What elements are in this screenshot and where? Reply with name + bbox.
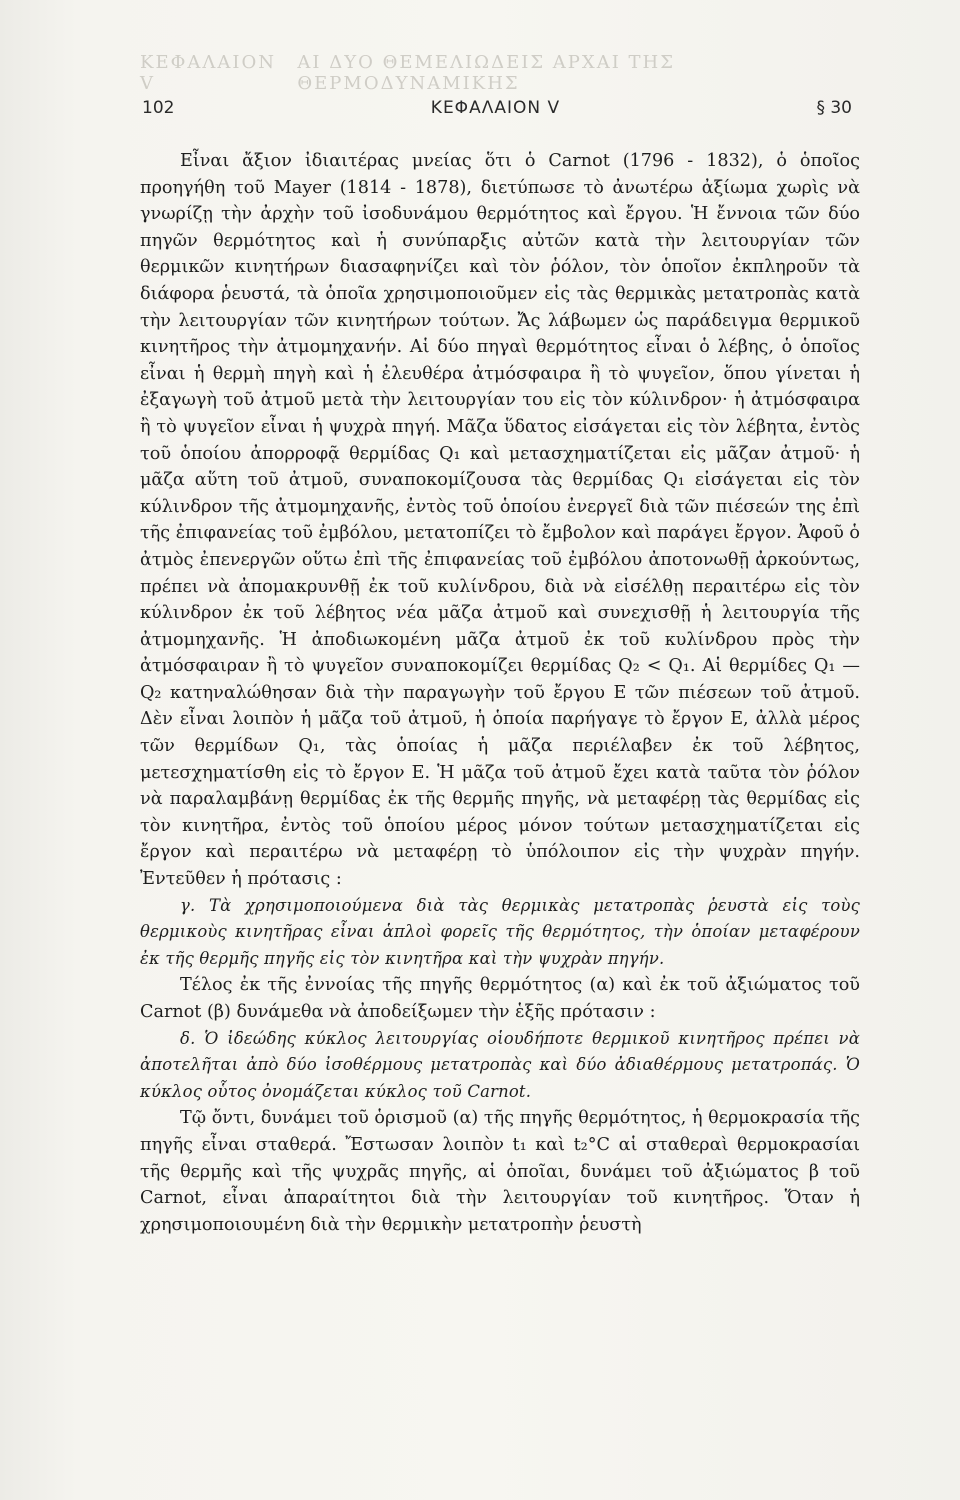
page-number: 102: [142, 98, 175, 118]
paragraph-proof: Τῷ ὄντι, δυνάμει τοῦ ὁρισμοῦ (α) τῆς πηγῆς θερμότητος, ἡ θερμοκρασία τῆς πηγῆς εἶναι σταθερά. Ἔστωσαν λοιπὸν t₁ καὶ t₂°C αἱ σταθεραὶ θερμοκρασίαι τῆς θερμῆς καὶ τῆς ψυχρᾶς πηγῆς, αἱ ὁποῖαι, δυνάμει τοῦ ἀξιώματος β τοῦ Carnot, εἶναι ἀπαραίτητοι διὰ τὴν λειτουργίαν τοῦ κινητῆρος. Ὅταν ἡ χρησιμοποιουμένη διὰ τὴν θερμικὴν μετατροπὴν ῥευστὴ: [140, 1108, 860, 1235]
paragraph-intro-delta: Τέλος ἐκ τῆς ἐννοίας τῆς πηγῆς θερμότητος (α) καὶ ἐκ τοῦ ἀξιώματος τοῦ Carnot (β) δυνάμεθα νὰ ἀποδείξωμεν τὴν ἑξῆς πρότασιν :: [140, 975, 860, 1022]
proposition-delta: δ. Ὁ ἰδεώδης κύκλος λειτουργίας οἱουδήποτε θερμικοῦ κινητῆρος πρέπει νὰ ἀποτελῆται ἀπὸ δύο ἰσοθέρμους μετατροπὰς καὶ δύο ἀδιαθέρμους μετατροπάς. Ὁ κύκλος οὗτος ὀνομάζεται κύκλος τοῦ Carnot.: [140, 1028, 860, 1101]
show-through-text: [140, 52, 900, 94]
proposition-gamma: γ. Τὰ χρησιμοποιούμενα διὰ τὰς θερμικὰς μετατροπὰς ῥευστὰ εἰς τοὺς θερμικοὺς κινητῆρας εἶναι ἁπλοὶ φορεῖς τῆς θερμότητος, τὴν ὁποίαν μεταφέρουν ἐκ τῆς θερμῆς πηγῆς εἰς τὸν κινητῆρα καὶ τὴν ψυχρὰν πηγήν.: [140, 895, 860, 968]
paragraph-main: Εἶναι ἄξιον ἰδιαιτέρας μνείας ὅτι ὁ Carnot (1796 - 1832), ὁ ὁποῖος προηγήθη τοῦ Mayer (1814 - 1878), διετύπωσε τὸ ἀνωτέρω ἀξίωμα χωρὶς νὰ γνωρίζῃ τὴν ἀρχὴν τοῦ ἰσοδυνάμου θερμότητος καὶ ἔργου. Ἡ ἔννοια τῶν δύο πηγῶν θερμότητος καὶ ἡ συνύπαρξις αὐτῶν κατὰ τὴν λειτουργίαν τῶν θερμικῶν κινητήρων διασαφηνίζει καὶ τὸν ῥόλον, τὸν ὁποῖον ἐκπληροῦν τὰ διάφορα ῥευστά, τὰ ὁποῖα χρησιμοποιοῦμεν εἰς τὰς θερμικὰς μετατροπὰς κατὰ τὴν λειτουργίαν τῶν κινητήρων τούτων. Ἄς λάβωμεν ὡς παράδειγμα θερμικοῦ κινητῆρος τὴν ἀτμομηχανήν. Αἱ δύο πηγαὶ θερμότητος εἶναι ὁ λέβης, ὁ ὁποῖος εἶναι ἡ θερμὴ πηγὴ καὶ ἡ ἐλευθέρα ἀτμόσφαιρα ἢ τὸ ψυγεῖον, ὅπου γίνεται ἡ ἐξαγωγὴ τοῦ ἀτμοῦ μετὰ τὴν λειτουργίαν του εἰς τὸν κύλινδρον· ἡ ἀτμόσφαιρα ἢ τὸ ψυγεῖον εἶναι ἡ ψυχρὰ πηγή. Μᾶζα ὕδατος εἰσάγεται εἰς τὸν λέβητα, ἐντὸς τοῦ ὁποίου ἀπορροφᾷ θερμίδας Q₁ καὶ μετασχηματίζεται εἰς μᾶζαν ἀτμοῦ· ἡ μᾶζα αὕτη τοῦ ἀτμοῦ, συναποκομίζουσα τὰς θερμίδας Q₁ εἰσάγεται εἰς τὸν κύλινδρον τῆς ἀτμομηχανῆς, ἐντὸς τοῦ ὁποίου ἐνεργεῖ διὰ τῶν πιέσεών της ἐπὶ τῆς ἐπιφανείας τοῦ ἐμβόλου, μετατοπίζει τὸ ἔμβολον καὶ παράγει ἔργον. Ἀφοῦ ὁ ἀτμὸς ἐπενεργῶν οὕτω ἐπὶ τῆς ἐπιφανείας τοῦ ἐμβόλου ἀποτονωθῇ ἀρκούντως, πρέπει νὰ ἀπομακρυνθῇ ἐκ τοῦ κυλίνδρου, διὰ νὰ εἰσέλθῃ περαιτέρω εἰς τὸν κύλινδρον ἐκ τοῦ λέβητος νέα μᾶζα ἀτμοῦ καὶ συνεχισθῇ ἡ λειτουργία τῆς ἀτμομηχανῆς. Ἡ ἀποδιωκομένη μᾶζα ἀτμοῦ ἐκ τοῦ κυλίνδρου πρὸς τὴν ἀτμόσφαιραν ἢ τὸ ψυγεῖον συναποκομίζει θερμίδας Q₂ < Q₁. Αἱ θερμίδες Q₁ — Q₂ κατηναλώθησαν διὰ τὴν παραγωγὴν τοῦ ἔργου E τῶν πιέσεων τοῦ ἀτμοῦ. Δὲν εἶναι λοιπὸν ἡ μᾶζα τοῦ ἀτμοῦ, ἡ ὁποία παρήγαγε τὸ ἔργον E, ἀλλὰ μέρος τῶν θερμίδων Q₁, τὰς ὁποίας ἡ μᾶζα περιέλαβεν ἐκ τοῦ λέβητος, μετεσχηματίσθη εἰς τὸ ἔργον E. Ἡ μᾶζα τοῦ ἀτμοῦ ἔχει κατὰ ταῦτα τὸν ῥόλον νὰ παραλαμβάνῃ θερμίδας ἐκ τῆς θερμῆς πηγῆς, νὰ μεταφέρῃ τὰς θερμίδας εἰς τὸν κινητῆρα, ἐντὸς τοῦ ὁποίου μέρος μόνον τούτων μετασχηματίζεται εἰς ἔργον καὶ περαιτέρω νὰ μεταφέρῃ τὸ ὑπόλοιπον εἰς τὴν ψυχρὰν πηγήν. Ἐντεῦθεν ἡ πρότασις :: [140, 151, 860, 890]
chapter-title: ΚΕΦΑΛΑΙΟΝ V: [430, 98, 561, 118]
running-header: [142, 98, 852, 118]
section-number: § 30: [816, 98, 852, 118]
show-through-right: ΑΙ ΔΥΟ ΘΕΜΕΛΙΩΔΕΙΣ ΑΡΧΑΙ ΤΗΣ ΘΕΡΜΟΔΥΝΑΜΙΚΗΣ: [297, 52, 675, 94]
page-body: [140, 148, 860, 1238]
show-through-left: ΚΕΦΑΛΑΙΟΝ V: [140, 52, 276, 94]
